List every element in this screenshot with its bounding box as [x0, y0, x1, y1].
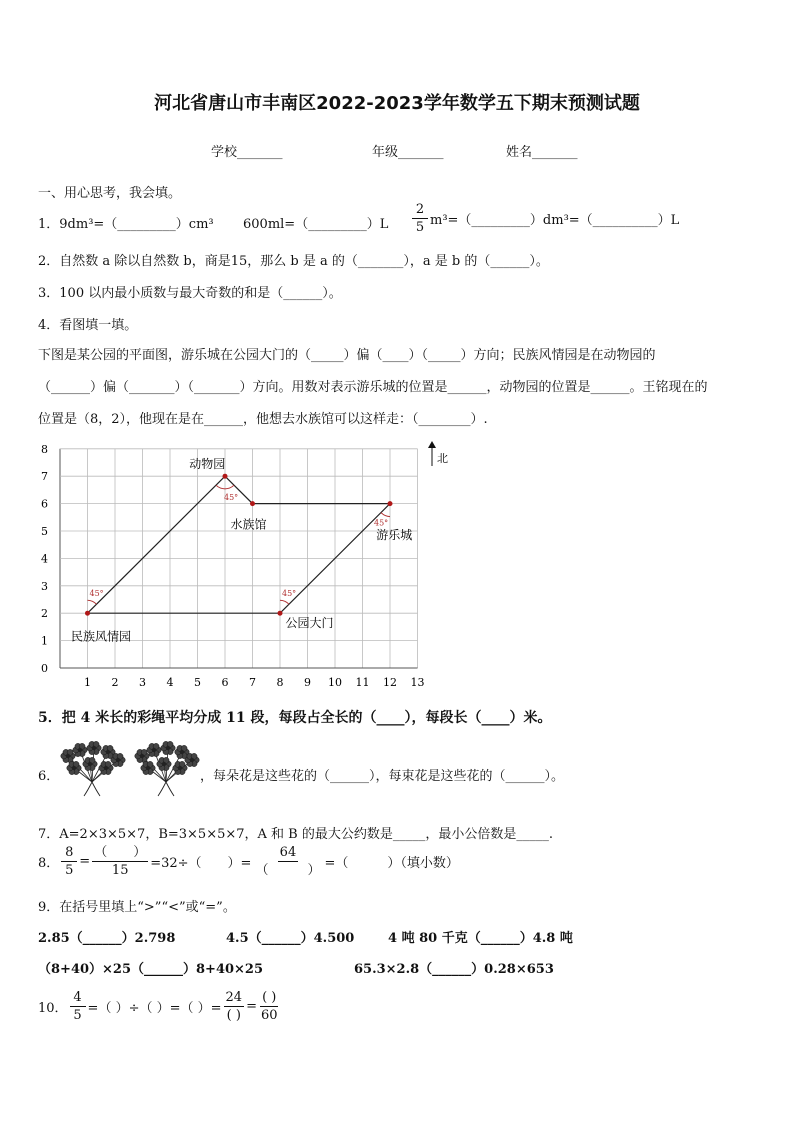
- angle-label: 45°: [224, 493, 239, 503]
- map-labels: [71, 456, 412, 644]
- flower-center: [106, 750, 110, 754]
- question-2: 2．自然数 a 除以自然数 b，商是15，那么 b 是 a 的（_______），a 是 b 的（______）。: [38, 254, 549, 269]
- angle-arc: [381, 513, 390, 517]
- fraction: [92, 846, 148, 877]
- map-point: [223, 474, 228, 479]
- angle-arc: [280, 600, 289, 604]
- fraction: [259, 991, 280, 1022]
- flower-center: [178, 766, 182, 770]
- fraction: [412, 203, 428, 234]
- question-9-c: 4 吨 80 千克（______）4.8 吨: [388, 931, 573, 946]
- x-tick-label: 1: [84, 676, 91, 689]
- name-field[interactable]: 姓名_______: [506, 145, 578, 160]
- numerator: 2: [412, 203, 428, 219]
- label-amusement: 游乐城: [376, 528, 413, 543]
- question-10-middle: =（ ）÷（ ）=（ ）=: [87, 1001, 222, 1016]
- x-tick-label: 2: [111, 676, 119, 689]
- flower-center: [152, 748, 156, 752]
- denominator: 60: [260, 1008, 278, 1023]
- flower-center: [92, 746, 96, 750]
- equals: =: [246, 999, 257, 1014]
- x-tick-label: 12: [383, 676, 397, 689]
- question-8: [38, 846, 459, 877]
- flower-center: [72, 766, 76, 770]
- fraction: [70, 991, 86, 1022]
- fraction: [224, 991, 245, 1022]
- denominator: 5: [73, 1008, 82, 1023]
- question-4-heading: 4．看图填一填。: [38, 318, 138, 333]
- x-tick-label: 4: [166, 676, 174, 689]
- question-4-line-3: 位置是（8，2），他现在是在______，他想去水族馆可以这样走：（________）.: [38, 412, 488, 427]
- label-folk-garden: 民族风情园: [71, 629, 132, 644]
- x-tick-label: 8: [276, 676, 284, 689]
- question-9-e: 65.3×2.8（______）0.28×653: [354, 962, 554, 977]
- fraction: [61, 846, 77, 877]
- y-tick-label: 1: [41, 634, 48, 648]
- map-point: [85, 611, 90, 616]
- angle-label: 45°: [374, 518, 389, 528]
- map-ticks: [41, 443, 425, 689]
- question-10: [38, 991, 282, 1022]
- q1-part-c: [410, 203, 679, 234]
- flower-center: [140, 754, 144, 758]
- x-tick-label: 9: [304, 676, 311, 689]
- x-tick-label: 7: [249, 676, 256, 689]
- question-8-tail: =（ ）（填小数）: [324, 856, 459, 871]
- question-9-heading: 9．在括号里填上“>”“<”或“=”。: [38, 900, 236, 915]
- question-3: 3．100 以内最小质数与最大奇数的和是（______）。: [38, 286, 342, 301]
- denominator: （ ）: [255, 863, 321, 878]
- question-4-line-2: （______）偏（_______）（_______）方向。用数对表示游乐城的位置是______，动物园的位置是______。王铭现在的: [38, 380, 708, 395]
- map-points: [85, 474, 393, 616]
- question-4-line-1: 下图是某公园的平面图，游乐城在公园大门的（_____）偏（____）（_____）方向；民族风情园是在动物园的: [38, 348, 656, 363]
- north-arrow-icon: [428, 441, 436, 466]
- north-label: 北: [437, 452, 448, 465]
- question-5: 5．把 4 米长的彩绳平均分成 11 段，每段占全长的（____），每段长（____）米。: [38, 710, 552, 726]
- q1-part-a: 1．9dm³=（_________）cm³: [38, 217, 214, 232]
- y-tick-label: 2: [41, 607, 48, 621]
- q1-part-c-text: m³=（_________）dm³=（__________）L: [430, 213, 680, 228]
- x-tick-label: 11: [355, 676, 370, 689]
- angle-label: 45°: [89, 589, 104, 599]
- flower-center: [166, 746, 170, 750]
- question-8-number: 8．: [38, 856, 60, 871]
- question-7: 7．A=2×3×5×7，B=3×5×5×7，A 和 B 的最大公约数是_____，最小公倍数是_____.: [38, 827, 553, 842]
- denominator: 15: [111, 863, 129, 878]
- numerator: ( ): [262, 990, 277, 1005]
- y-tick-label: 3: [41, 579, 48, 593]
- numerator: 24: [225, 990, 243, 1005]
- question-6-text: ，每朵花是这些花的（______），每束花是这些花的（______）。: [200, 769, 565, 784]
- x-tick-label: 5: [194, 676, 201, 689]
- flower-stems-base: [84, 782, 100, 796]
- x-tick-label: 6: [221, 676, 229, 689]
- question-10-number: 10．: [38, 1001, 68, 1016]
- fraction: [253, 846, 322, 877]
- y-tick-label: 8: [41, 442, 48, 456]
- flower-center: [190, 758, 194, 762]
- school-field[interactable]: 学校_______: [211, 145, 283, 160]
- y-tick-label: 7: [41, 470, 48, 484]
- flower-stems-base: [158, 782, 174, 796]
- q1-part-b: 600ml=（_________）L: [243, 217, 389, 232]
- page-title: 河北省唐山市丰南区2022-2023学年数学五下期末预测试题: [154, 93, 640, 114]
- question-9-b: 4.5（______）4.500: [226, 931, 355, 946]
- flower-center: [78, 748, 82, 752]
- denominator: 5: [415, 220, 425, 235]
- question-9-a: 2.85（______）2.798: [38, 931, 176, 946]
- label-aquarium: 水族馆: [230, 517, 267, 532]
- angle-label: 45°: [282, 589, 297, 599]
- y-tick-label: 5: [41, 525, 48, 538]
- denominator: ( ): [226, 1008, 241, 1023]
- route-line: [88, 476, 391, 613]
- flower-center: [180, 750, 184, 754]
- flower-bunches-icon: [56, 740, 202, 800]
- flower-center: [104, 766, 108, 770]
- equals: =: [79, 854, 91, 869]
- angle-arc: [88, 600, 97, 604]
- map-paths: [88, 476, 391, 613]
- y-tick-label: 0: [41, 662, 48, 675]
- x-tick-label: 3: [139, 676, 146, 689]
- flower-center: [146, 766, 150, 770]
- map-point: [278, 611, 283, 616]
- flower-center: [162, 762, 166, 766]
- label-zoo: 动物园: [189, 456, 226, 471]
- map-point: [250, 501, 255, 506]
- numerator: （ ）: [94, 845, 147, 860]
- flower-center: [116, 758, 120, 762]
- y-tick-label: 4: [41, 552, 48, 566]
- numerator: 4: [70, 991, 86, 1007]
- park-map: [30, 436, 470, 694]
- label-park-gate: 公园大门: [285, 615, 334, 630]
- y-tick-label: 6: [41, 497, 48, 511]
- grade-field[interactable]: 年级_______: [372, 145, 444, 160]
- flower-center: [66, 754, 70, 758]
- x-tick-label: 10: [328, 676, 342, 689]
- flower-bunch-icon: [61, 741, 125, 796]
- flower-center: [88, 762, 92, 766]
- x-tick-label: 13: [410, 676, 425, 689]
- denominator: 5: [65, 863, 74, 878]
- numerator: 8: [61, 846, 77, 862]
- question-8-middle: =32÷（ ）=: [150, 856, 252, 871]
- question-6-number: 6．: [38, 769, 60, 784]
- numerator: 64: [279, 845, 297, 860]
- map-point: [388, 501, 393, 506]
- question-9-d: （8+40）×25（______）8+40×25: [38, 962, 264, 977]
- section-heading: 一、用心思考，我会填。: [38, 186, 182, 201]
- flower-bunch-icon: [135, 741, 199, 796]
